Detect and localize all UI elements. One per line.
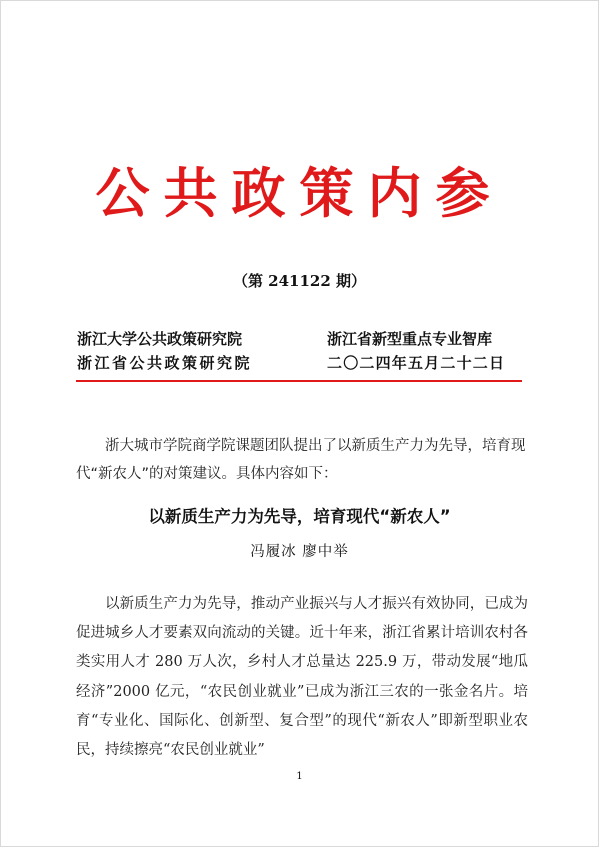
article-authors: 冯履冰 廖中举 (250, 544, 349, 560)
intro-paragraph (76, 432, 526, 488)
publisher-row (77, 351, 527, 375)
masthead-divider (76, 380, 522, 382)
publisher-right-1: 浙江省新型重点专业智库 (327, 330, 493, 348)
publisher-left-1: 浙江大学公共政策研究院 (77, 330, 243, 348)
publisher-left-2: 浙江省公共政策研究院 (77, 354, 253, 372)
page-number: 1 (296, 771, 303, 782)
publisher-row (77, 327, 527, 351)
intro-text: 浙大城市学院商学院课题团队提出了以新质生产力为先导，培育现代“新农人”的对策建议。具体内容如下： (76, 438, 526, 482)
publisher-block (77, 327, 527, 375)
article-body (76, 590, 528, 765)
issue-date: 二〇二四年五月二十二日 (327, 354, 506, 372)
masthead-title: 公共政策内参 (95, 161, 504, 225)
body-paragraph: 以新质生产力为先导，推动产业振兴与人才振兴有效协同，已成为促进城乡人才要素双向流动的关键。近十年来，浙江省累计培训农村各类实用人才 280 万人次，乡村人才总量达 225.9 万，带动发展“地瓜经济”2000 亿元，“农民创业就业”已成为浙江三农的一张金名片。培育“专业化、国际化、创新型、复合型”的现代“新农人”即新型职业农民，持续擦亮“农民创业就业” (76, 596, 528, 759)
issue-number: （第 241122 期） (232, 272, 367, 290)
article-title: 以新质生产力为先导，培育现代“新农人” (148, 507, 451, 526)
